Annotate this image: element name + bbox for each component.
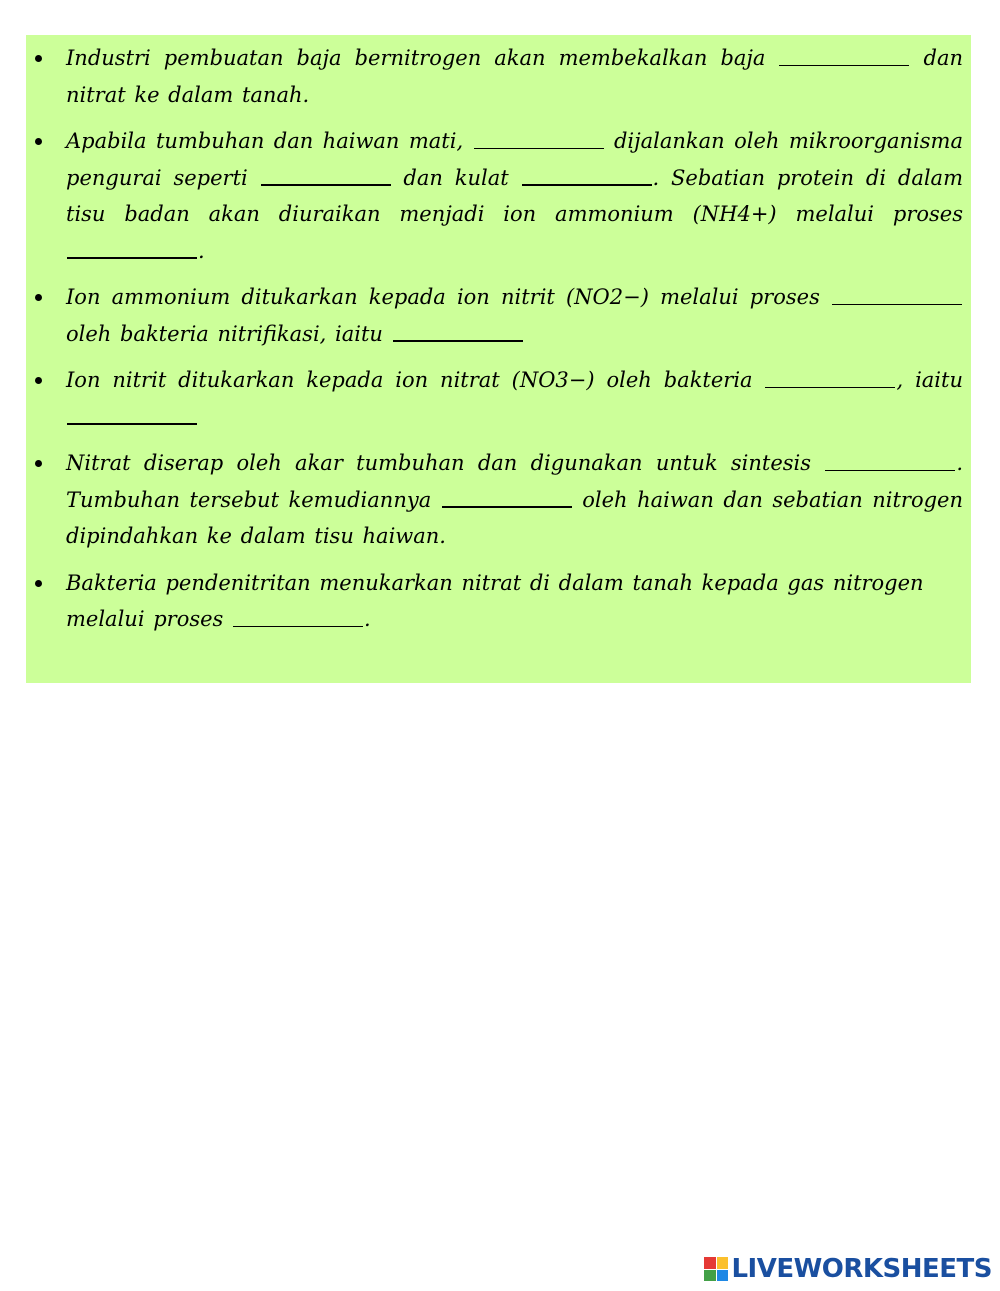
answer-blank[interactable] xyxy=(522,184,652,186)
list-item xyxy=(26,445,971,555)
bullet-icon xyxy=(35,294,42,301)
answer-blank[interactable] xyxy=(825,470,955,472)
list-item xyxy=(26,279,971,352)
answer-blank[interactable] xyxy=(233,626,363,628)
answer-blank[interactable] xyxy=(393,340,523,342)
item-text: dan nitrat ke dalam tanah. xyxy=(66,46,963,107)
item-text: Industri pembuatan baja bernitrogen akan membekalkan baja xyxy=(66,46,779,70)
answer-blank[interactable] xyxy=(67,257,197,259)
bullet-icon xyxy=(35,460,42,467)
worksheet-box xyxy=(26,35,971,683)
item-text: dan kulat xyxy=(391,165,521,190)
list-item xyxy=(26,40,971,113)
bullet-icon xyxy=(35,377,42,384)
logo-square xyxy=(704,1257,716,1269)
liveworksheets-logo xyxy=(704,1254,992,1284)
item-text: Apabila tumbuhan dan haiwan mati, xyxy=(66,129,473,153)
item-text: . Tumbuhan tersebut kemudiannya xyxy=(66,451,963,512)
bullet-icon xyxy=(35,138,42,145)
item-text: . xyxy=(198,238,205,263)
fill-in-list xyxy=(26,40,971,648)
item-text: Bakteria pendenitritan menukarkan nitrat di dalam tanah kepada gas nitrogen melalui proses xyxy=(66,570,924,631)
item-text: . Sebatian protein di dalam tisu badan akan diuraikan menjadi ion ammonium (NH4+) melalui proses xyxy=(66,165,963,226)
item-text: Nitrat diserap oleh akar tumbuhan dan digunakan untuk sintesis xyxy=(66,451,825,475)
item-text: , iaitu xyxy=(896,368,963,392)
bullet-icon xyxy=(35,580,42,587)
answer-blank[interactable] xyxy=(442,506,572,508)
answer-blank[interactable] xyxy=(779,65,909,67)
item-text: oleh haiwan dan sebatian nitrogen dipindahkan ke dalam tisu haiwan. xyxy=(66,487,963,548)
item-text: . xyxy=(364,607,371,631)
logo-square xyxy=(704,1270,716,1282)
answer-blank[interactable] xyxy=(67,423,197,425)
list-item xyxy=(26,362,971,435)
item-text: dijalankan oleh mikroorganisma pengurai seperti xyxy=(66,129,963,190)
answer-blank[interactable] xyxy=(765,387,895,389)
answer-blank[interactable] xyxy=(474,148,604,150)
logo-mark-icon xyxy=(704,1257,728,1281)
item-text: Ion nitrit ditukarkan kepada ion nitrat (NO3−) oleh bakteria xyxy=(66,368,765,392)
answer-blank[interactable] xyxy=(261,184,391,186)
item-text: Ion ammonium ditukarkan kepada ion nitrit (NO2−) melalui proses xyxy=(66,285,831,309)
list-item xyxy=(26,565,971,638)
list-item xyxy=(26,123,971,269)
logo-text: LIVEWORKSHEETS xyxy=(731,1254,992,1284)
answer-blank[interactable] xyxy=(832,304,962,306)
item-text: oleh bakteria nitrifikasi, iaitu xyxy=(66,321,392,346)
logo-square xyxy=(717,1257,729,1269)
bullet-icon xyxy=(35,55,42,62)
logo-square xyxy=(717,1270,729,1282)
